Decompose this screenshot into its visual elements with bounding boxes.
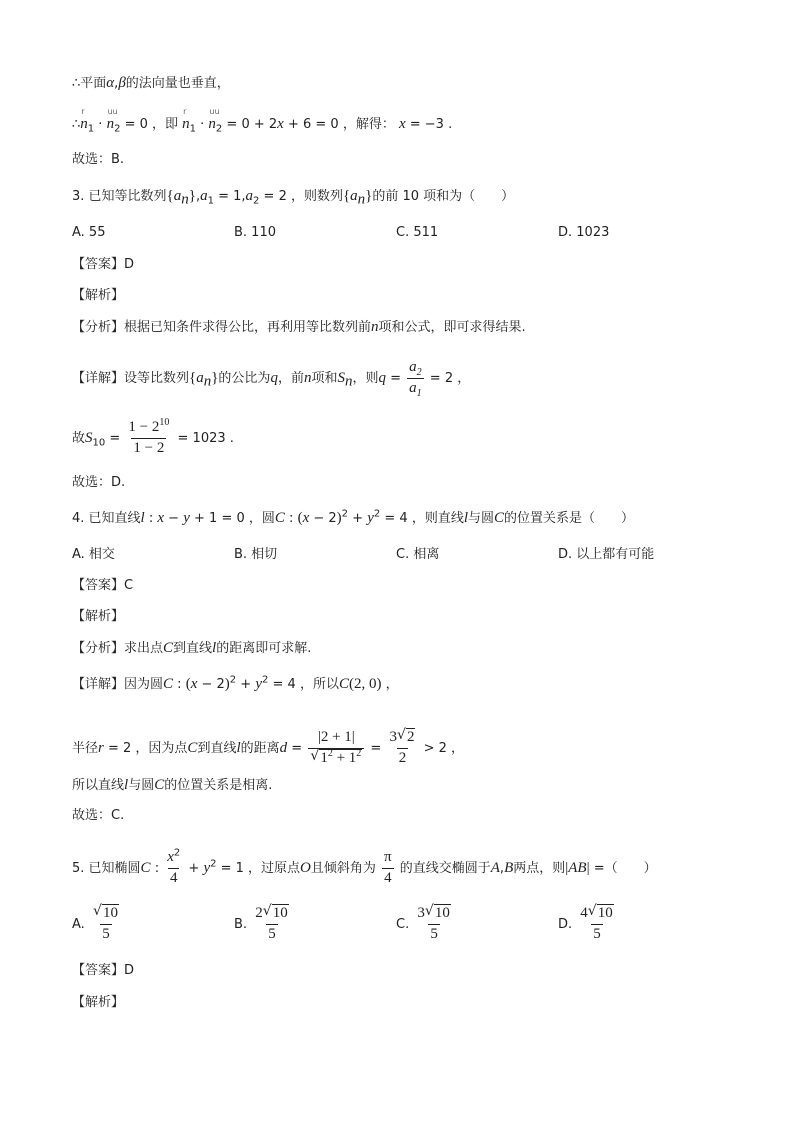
q4-distance-fraction: |2 + 1| √ $1^2 + 1^2$ (308, 730, 364, 767)
q3-option-a: A. 55 (72, 225, 106, 240)
q3-ratio-fraction: $\frac{a_2}{a_1}$ (409, 359, 422, 399)
therefore-symbol: ∴ (72, 76, 81, 91)
q5-option-d: D. $\frac{4√ 10}{5}$ (558, 906, 618, 943)
q3-option-d: D. 1023 (558, 225, 610, 240)
q4-answer: 【答案】C (72, 578, 134, 593)
q5-option-c: C. $\frac{3√ 10}{5}$ (396, 906, 455, 943)
q5-option-b: B. $\frac{2√ 10}{5}$ (234, 906, 293, 943)
q5-ellipse-fraction: $\frac{x^2}{4}$ (167, 847, 181, 886)
q4-option-d: D. 以上都有可能 (558, 547, 655, 562)
q3-option-c: C. 511 (396, 225, 439, 240)
q5-angle-fraction: $\frac{\pi}{4}$ (384, 849, 392, 886)
q4-option-c: C. 相离 (396, 547, 440, 562)
q5-option-a: A. √ $\frac{10}{5}$ (72, 906, 123, 943)
q4-option-b: B. 相切 (234, 547, 278, 562)
question-5-stem: 5. 已知椭圆C : $\frac{x^2}{4}$ + $y^2 = 1$ ，过原点O且倾斜角为 $\frac{\pi}{4}$ 的直线交椭圆于A,B两点，则|AB| =（ ） (72, 847, 657, 886)
q4-xiangjie: 【详解】因为圆C : $(x - 2)^2 + y^2 = 4$ ，所以C(2, 0) ， (72, 674, 399, 692)
q4-analysis-head: 【解析】 (72, 609, 125, 624)
q3-choose: 故选：D. (72, 475, 126, 490)
q4-option-a: A. 相交 (72, 547, 115, 562)
line-choose-b: 故选：B. (72, 152, 125, 167)
q5-answer: 【答案】D (72, 963, 135, 978)
q3-option-b: B. 110 (234, 225, 276, 240)
q3-fenxi: 【分析】根据已知条件求得公比，再利用等比数列前n项和公式，即可求得结果. (72, 319, 526, 335)
line-normal-vectors-perpendicular: ∴平面α,β的法向量也垂直， (72, 75, 230, 91)
line-dot-product: ∴ r $n_1$ · uu $n_2 = 0$ ，即 r $n_1$ · uu $n_2 = 0 + 2x + 6 = 0$ ，解得： x = −3 . (72, 107, 453, 135)
q4-conclusion: 所以直线l与圆C的位置关系是相离. (72, 777, 273, 793)
question-3-stem: 3. 已知等比数列$\{a_n\},a_1 = 1,a_2 = 2$ ，则数列$\{a_n\}$的前 10 项和为（ ） (72, 188, 515, 208)
q4-distance-value: $\frac{3√ 2}{2}$ (387, 730, 417, 767)
q3-sum-fraction: $\frac{1 - 2^{10}}{1 - 2}$ (128, 417, 170, 456)
q3-answer: 【答案】D (72, 257, 135, 272)
q3-analysis-head: 【解析】 (72, 288, 125, 303)
question-4-stem: 4. 已知直线l : x − y + 1 = 0 ，圆C : $(x - 2)^2 + y^2 = 4$ ，则直线l与圆C的位置关系是（ ） (72, 508, 635, 526)
q3-sum: 故$S_{10}$ = $\frac{1 - 2^{10}}{1 - 2}$ = 1023 . (72, 417, 234, 456)
q3-xiangjie: 【详解】设等比数列$\{a_n\}$的公比为q，前n项和$S_n$，则q = $\frac{a_2}{a_1}$ = 2 ， (72, 359, 471, 399)
q5-analysis-head: 【解析】 (72, 995, 125, 1010)
q4-fenxi: 【分析】求出点C到直线l的距离即可求解. (72, 640, 312, 656)
q4-radius-distance: 半径r = 2 ，因为点C到直线l的距离d = |2 + 1| √ $1^2 + 1^2$ = $\frac{3√ 2}{2}$ > 2 ， (72, 730, 464, 767)
q4-choose: 故选：C. (72, 808, 125, 823)
